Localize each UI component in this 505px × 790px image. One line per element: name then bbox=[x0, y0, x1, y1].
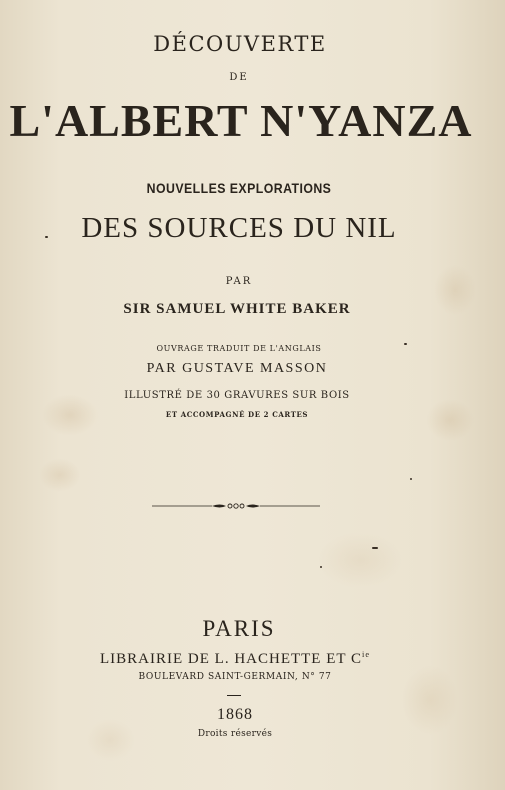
illustrations-note: ILLUSTRÉ DE 30 GRAVURES SUR BOIS bbox=[124, 390, 350, 401]
subtitle-line-2: DES SOURCES DU NIL bbox=[81, 212, 397, 244]
imprint-publisher bbox=[0, 651, 470, 667]
imprint-year: 1868 bbox=[217, 706, 253, 723]
decorative-rule-ornament-icon bbox=[150, 500, 322, 512]
imprint-publisher-superscript: ie bbox=[362, 650, 370, 659]
ink-speck bbox=[372, 547, 378, 549]
imprint-rights: Droits réservés bbox=[197, 729, 273, 739]
ink-speck bbox=[320, 566, 322, 568]
imprint-publisher-text: LIBRAIRIE DE L. HACHETTE ET C bbox=[100, 651, 363, 667]
imprint-city: PARIS bbox=[202, 616, 276, 641]
ink-speck bbox=[410, 478, 412, 480]
translator-name: PAR GUSTAVE MASSON bbox=[146, 361, 328, 376]
title-decouverte: DÉCOUVERTE bbox=[153, 32, 327, 56]
main-title: L'ALBERT N'YANZA bbox=[9, 95, 473, 146]
ink-speck bbox=[404, 343, 407, 345]
title-de: DE bbox=[229, 72, 249, 83]
ink-speck bbox=[45, 236, 48, 238]
par-label: PAR bbox=[225, 276, 253, 287]
subtitle-line-1: NOUVELLES EXPLORATIONS bbox=[146, 180, 332, 196]
maps-note: ET ACCOMPAGNÉ DE 2 CARTES bbox=[165, 410, 309, 419]
imprint-address: BOULEVARD SAINT-GERMAIN, N° 77 bbox=[138, 672, 332, 682]
imprint-divider bbox=[227, 695, 241, 696]
translation-note: OUVRAGE TRADUIT DE L'ANGLAIS bbox=[156, 344, 322, 353]
author-name: SIR SAMUEL WHITE BAKER bbox=[123, 301, 351, 317]
